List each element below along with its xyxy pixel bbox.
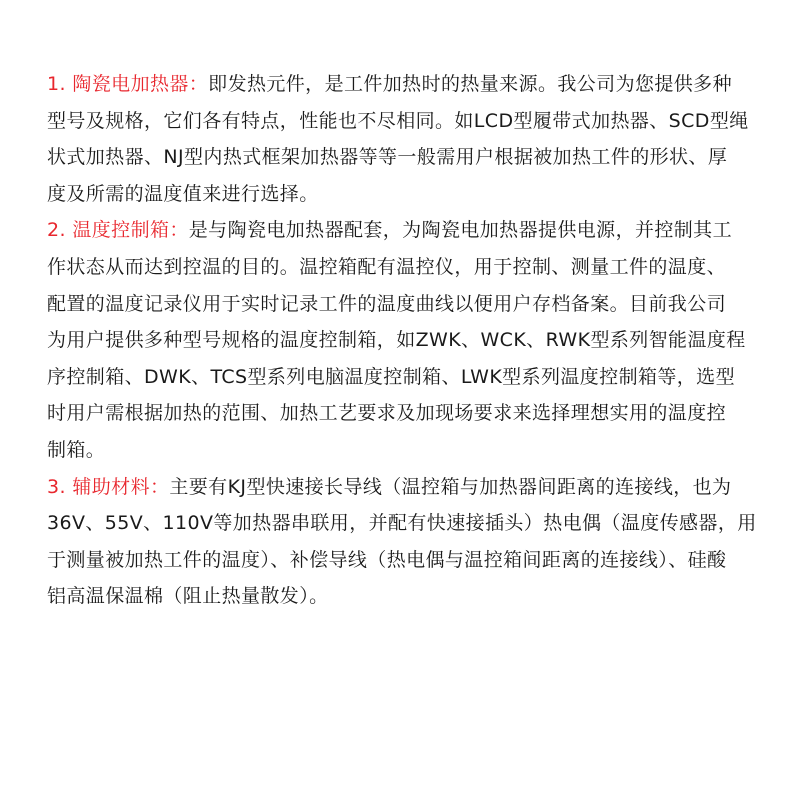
section-heading: 3. 辅助材料： (47, 475, 170, 498)
section-temperature-control-box (47, 212, 767, 468)
section-ceramic-heater (47, 66, 767, 212)
section-line (47, 212, 767, 249)
section-line: 36V、55V、110V等加热器串联用，并配有快速接插头）热电偶（温度传感器，用 (47, 512, 757, 535)
section-line: 制箱。 (47, 438, 106, 461)
section-line: 为用户提供多种型号规格的温度控制箱，如ZWK、WCK、RWK型系列智能温度程 (47, 329, 746, 352)
section-text: 即发热元件，是工件加热时的热量来源。我公司为您提供多种 (208, 73, 732, 95)
section-line: 铝高温保温棉（阻止热量散发）。 (47, 585, 329, 608)
section-line: 作状态从而达到控温的目的。温控箱配有温控仪，用于控制、测量工件的温度、 (47, 255, 727, 278)
section-line: 型号及规格，它们各有特点，性能也不尽相同。如LCD型履带式加热器、SCD型绳 (47, 109, 749, 132)
section-heading: 1. 陶瓷电加热器： (47, 73, 209, 95)
section-line: 配置的温度记录仪用于实时记录工件的温度曲线以便用户存档备案。目前我公司 (47, 292, 727, 315)
section-line: 时用户需根据加热的范围、加热工艺要求及加现场要求来选择理想实用的温度控 (47, 402, 727, 425)
section-line: 序控制箱、DWK、TCS型系列电脑温度控制箱、LWK型系列温度控制箱等，选型 (47, 365, 735, 388)
section-line (47, 469, 767, 506)
section-text: 主要有KJ型快速接长导线（温控箱与加热器间距离的连接线，也为 (169, 475, 732, 498)
section-line: 于测量被加热工件的温度）、补偿导线（热电偶与温控箱间距离的连接线）、硅酸 (47, 548, 727, 571)
section-line: 状式加热器、NJ型内热式框架加热器等等一般需用户根据被加热工件的形状、厚 (47, 146, 728, 169)
section-line (47, 66, 767, 103)
section-auxiliary-materials (47, 469, 767, 615)
section-heading: 2. 温度控制箱： (47, 219, 189, 242)
section-text: 是与陶瓷电加热器配套，为陶瓷电加热器提供电源，并控制其工 (188, 219, 732, 242)
document-body (47, 66, 767, 615)
section-line: 度及所需的温度值来进行选择。 (47, 182, 319, 205)
